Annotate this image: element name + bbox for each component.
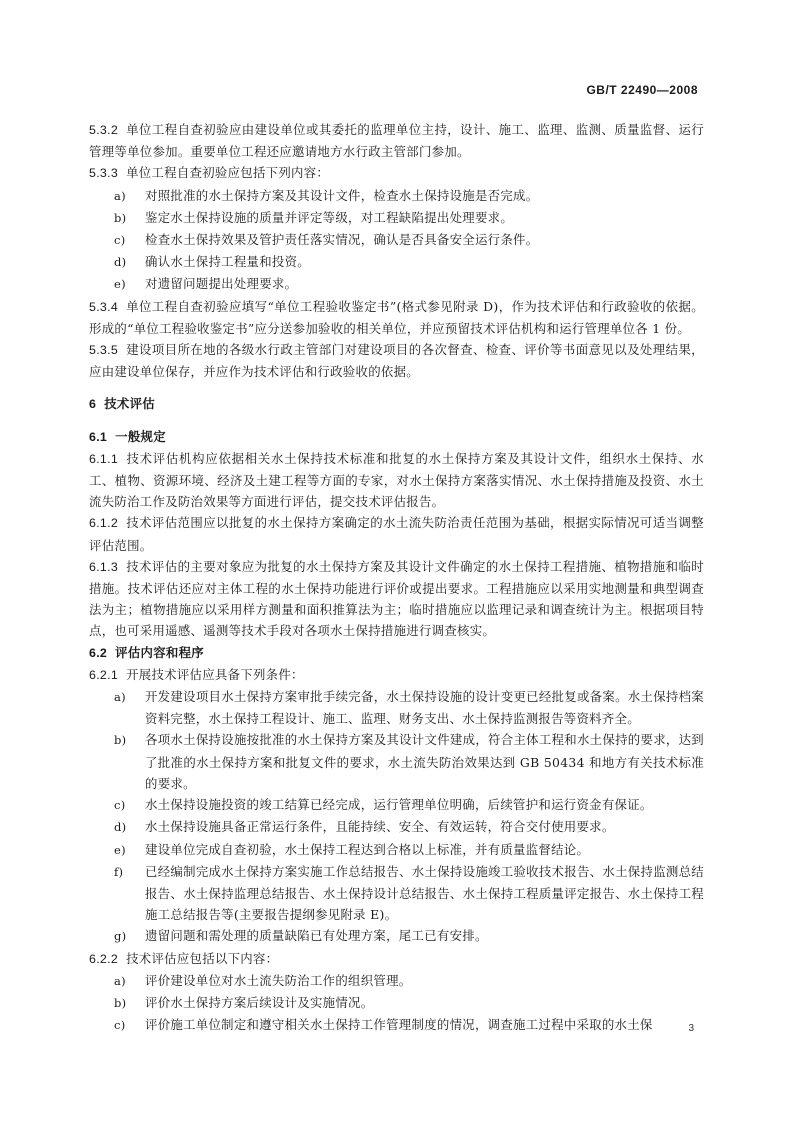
section-heading-6-2 [89, 642, 704, 664]
list-text: 鉴定水土保持设施的质量并评定等级，对工程缺陷提出处理要求。 [145, 209, 514, 225]
clause-number: 6.1.2 [89, 516, 119, 531]
list-label: e) [114, 277, 126, 292]
list-text: 检查水土保持效果及管护责任落实情况，确认是否具备安全运行条件。 [145, 232, 539, 248]
list-text: 水土保持设施具备正常运行条件，且能持续、安全、有效运转，符合交付使用要求。 [145, 819, 615, 835]
list-item [89, 207, 704, 229]
clause-number: 6.1.3 [89, 559, 119, 574]
clause-6-1-1 [89, 448, 704, 513]
clause-text: 技术评估应包括以下内容： [126, 950, 279, 966]
clause-5-3-3 [89, 162, 704, 184]
clause-number: 5.3.3 [89, 166, 119, 181]
list-item [89, 839, 704, 861]
list-item [89, 861, 704, 926]
clause-6-2-2 [89, 948, 704, 970]
list-label: d) [114, 820, 127, 835]
list-text: 评价建设单位对水土流失防治工作的组织管理。 [145, 972, 412, 988]
list-item [89, 729, 704, 794]
section-number: 6.2 [89, 645, 108, 660]
clause-text: 开展技术评估应具备下列条件： [126, 666, 304, 682]
list-item [89, 185, 704, 207]
section-heading-6 [89, 393, 704, 415]
list-label: d) [114, 255, 127, 270]
document-body [89, 119, 704, 1036]
list-text: 已经编制完成水土保持方案实施工作总结报告、水土保持设施竣工验收技术报告、水土保持监测总结报告、水土保持监理总结报告、水土保持设计总结报告、水土保持工程质量评定报告、水土保持工程施工总结报告等(主要报告提纲参见附录 E)。 [145, 863, 704, 923]
list-item [89, 925, 704, 947]
list-item [89, 1014, 704, 1036]
list-item [89, 686, 704, 729]
list-label: b) [114, 995, 127, 1010]
section-number: 6.1 [89, 429, 108, 444]
standard-number: GB/T 22490—2008 [586, 83, 698, 97]
clause-5-3-4 [89, 296, 704, 339]
list-label: b) [114, 210, 127, 225]
list-label: a) [114, 188, 126, 203]
section-title: 技术评估 [104, 396, 155, 412]
page-number: 3 [688, 1023, 694, 1034]
list-text: 遗留问题和需处理的质量缺陷已有处理方案，尾工已有安排。 [145, 928, 488, 944]
list-label: c) [114, 1018, 126, 1033]
list-text: 确认水土保持工程量和投资。 [145, 254, 310, 270]
list-text: 建设单位完成自查初验，水土保持工程达到合格以上标准，并有质量监督结论。 [145, 841, 590, 857]
clause-6-1-3 [89, 556, 704, 642]
list-text: 对照批准的水土保持方案及其设计文件，检查水土保持设施是否完成。 [145, 187, 539, 203]
clause-text: 技术评估范围应以批复的水土保持方案确定的水土流失防治责任范围为基础，根据实际情况可适当调整评估范围。 [89, 515, 704, 553]
list-text: 评价水土保持方案后续设计及实施情况。 [145, 994, 374, 1010]
section-title: 评估内容和程序 [115, 644, 204, 660]
list-text: 开发建设项目水土保持方案审批手续完备，水土保持设施的设计变更已经批复或备案。水土保持档案资料完整，水土保持工程设计、施工、监理、财务支出、水土保持监测报告等资料齐全。 [145, 689, 704, 727]
list-label: f) [114, 864, 124, 879]
list-label: e) [114, 842, 126, 857]
section-number: 6 [89, 397, 97, 412]
list-item [89, 251, 704, 273]
clause-text: 单位工程自查初验应由建设单位或其委托的监理单位主持，设计、施工、监理、监测、质量监督、运行管理等单位参加。重要单位工程还应邀请地方水行政主管部门参加。 [89, 122, 704, 160]
clause-text: 单位工程自查初验应包括下列内容： [126, 165, 330, 181]
section-heading-6-1 [89, 426, 704, 448]
clause-text: 建设项目所在地的各级水行政主管部门对建设项目的各次督查、检查、评价等书面意见以及处理结果，应由建设单位保存，并应作为技术评估和行政验收的依据。 [89, 342, 704, 380]
list-text: 对遗留问题提出处理要求。 [145, 276, 298, 292]
list-item [89, 273, 704, 295]
clause-number: 6.1.1 [89, 451, 119, 466]
clause-text: 技术评估的主要对象应为批复的水土保持方案及其设计文件确定的水土保持工程措施、植物措施和临时措施。技术评估还应对主体工程的水土保持功能进行评价或提出要求。工程措施应以采用实地测量和典型调查法为主；植物措施应以采用样方测量和面积推算法为主；临时措施应以监理记录和调查统计为主。根据项目特点，也可采用遥感、遥测等技术手段对各项水土保持措施进行调查核实。 [89, 558, 704, 639]
list-text: 水土保持设施投资的竣工结算已经完成，运行管理单位明确，后续管护和运行资金有保证。 [145, 797, 653, 813]
clause-5-3-5 [89, 339, 704, 382]
clause-6-1-2 [89, 512, 704, 555]
clause-number: 5.3.4 [89, 299, 119, 314]
list-item [89, 229, 704, 251]
list-item [89, 970, 704, 992]
list-item [89, 816, 704, 838]
clause-number: 5.3.2 [89, 123, 119, 137]
list-item [89, 794, 704, 816]
clause-number: 6.2.2 [89, 951, 119, 966]
list-text: 各项水土保持设施按批准的水土保持方案及其设计文件建成，符合主体工程和水土保持的要求，达到了批准的水土保持方案和批复文件的要求，水土流失防治效果达到 GB 50434 和地方有关技术标准的要求。 [145, 732, 704, 791]
clause-6-2-1 [89, 664, 704, 686]
list-label: a) [114, 690, 126, 705]
list-label: a) [114, 973, 126, 988]
list-item [89, 992, 704, 1014]
clause-text: 单位工程自查初验应填写“单位工程验收鉴定书”(格式参见附录 D)，作为技术评估和行政验收的依据。形成的“单位工程验收鉴定书”应分送参加验收的相关单位，并应预留技术评估机构和运行管理单位各 1 份。 [89, 298, 704, 336]
list-label: b) [114, 733, 127, 748]
clause-number: 5.3.5 [89, 343, 119, 358]
clause-5-3-2 [89, 119, 704, 162]
list-text: 评价施工单位制定和遵守相关水土保持工作管理制度的情况，调查施工过程中采取的水土保 [145, 1017, 653, 1033]
list-label: c) [114, 233, 126, 248]
list-label: c) [114, 798, 126, 813]
clause-text: 技术评估机构应依据相关水土保持技术标准和批复的水土保持方案及其设计文件，组织水土保持、水工、植物、资源环境、经济及土建工程等方面的专家，对水土保持方案落实情况、水土保持措施及投资、水土流失防治工作及防治效果等方面进行评估，提交技术评估报告。 [89, 450, 704, 510]
section-title: 一般规定 [115, 428, 166, 444]
clause-number: 6.2.1 [89, 667, 119, 682]
list-label: g) [114, 929, 127, 944]
